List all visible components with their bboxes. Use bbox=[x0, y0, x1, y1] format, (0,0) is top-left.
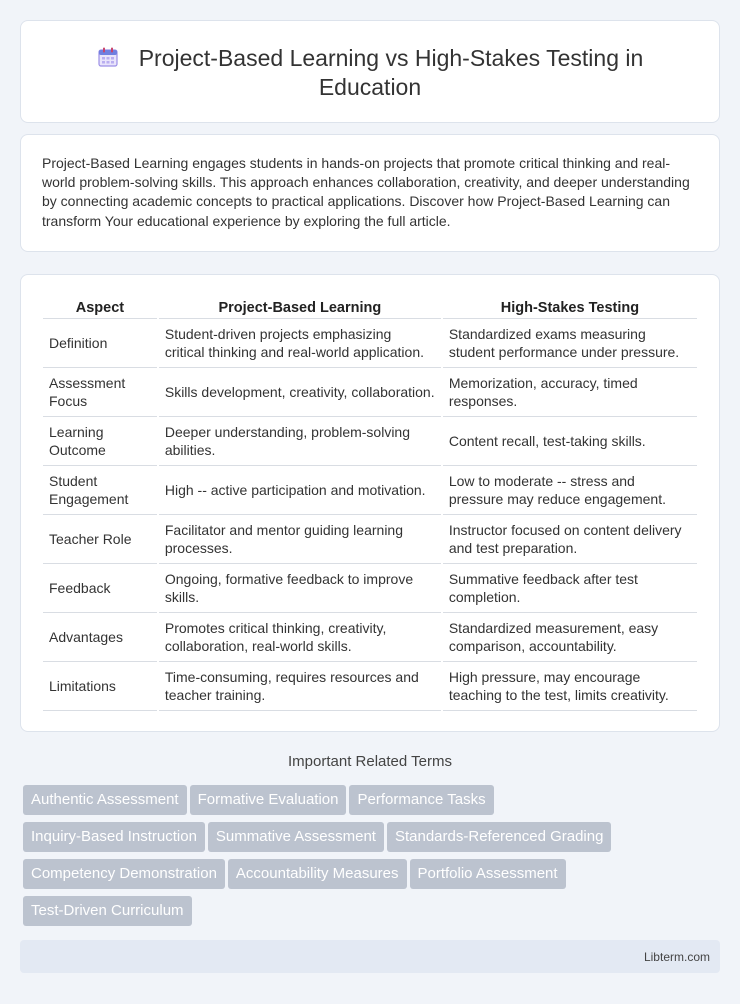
row-hst: Standardized measurement, easy comparison, accountability. bbox=[443, 613, 697, 662]
tag-performance-tasks[interactable]: Performance Tasks bbox=[349, 785, 493, 815]
row-aspect: Student Engagement bbox=[43, 466, 157, 515]
table-row bbox=[43, 319, 697, 368]
row-aspect: Assessment Focus bbox=[43, 368, 157, 417]
table-row bbox=[43, 515, 697, 564]
table-row bbox=[43, 564, 697, 613]
row-pbl: Student-driven projects emphasizing critical thinking and real-world application. bbox=[159, 319, 441, 368]
row-hst: Instructor focused on content delivery and test preparation. bbox=[443, 515, 697, 564]
row-hst: Content recall, test-taking skills. bbox=[443, 417, 697, 466]
header-high-stakes-testing: High-Stakes Testing bbox=[443, 295, 697, 319]
tag-accountability-measures[interactable]: Accountability Measures bbox=[228, 859, 407, 889]
tag-test-driven-curriculum[interactable]: Test-Driven Curriculum bbox=[23, 896, 192, 926]
tag-row bbox=[23, 822, 713, 859]
row-pbl: Deeper understanding, problem-solving abilities. bbox=[159, 417, 441, 466]
tag-standards-referenced-grading[interactable]: Standards-Referenced Grading bbox=[387, 822, 611, 852]
row-aspect: Advantages bbox=[43, 613, 157, 662]
footer bbox=[20, 940, 720, 973]
table-row bbox=[43, 417, 697, 466]
tag-row bbox=[23, 785, 713, 822]
row-hst: Standardized exams measuring student performance under pressure. bbox=[443, 319, 697, 368]
table-row bbox=[43, 466, 697, 515]
tag-summative-assessment[interactable]: Summative Assessment bbox=[208, 822, 384, 852]
comparison-table-card bbox=[20, 274, 720, 732]
tag-row bbox=[23, 859, 713, 896]
tag-inquiry-based-instruction[interactable]: Inquiry-Based Instruction bbox=[23, 822, 205, 852]
row-pbl: Skills development, creativity, collaboration. bbox=[159, 368, 441, 417]
row-pbl: Promotes critical thinking, creativity, collaboration, real-world skills. bbox=[159, 613, 441, 662]
header-aspect: Aspect bbox=[43, 295, 157, 319]
row-pbl: High -- active participation and motivation. bbox=[159, 466, 441, 515]
row-pbl: Facilitator and mentor guiding learning processes. bbox=[159, 515, 441, 564]
page-title bbox=[21, 44, 719, 102]
intro-card bbox=[20, 134, 720, 252]
row-aspect: Limitations bbox=[43, 662, 157, 711]
tag-authentic-assessment[interactable]: Authentic Assessment bbox=[23, 785, 187, 815]
tag-formative-evaluation[interactable]: Formative Evaluation bbox=[190, 785, 347, 815]
tag-row bbox=[23, 896, 713, 933]
row-aspect: Learning Outcome bbox=[43, 417, 157, 466]
row-aspect: Teacher Role bbox=[43, 515, 157, 564]
tag-competency-demonstration[interactable]: Competency Demonstration bbox=[23, 859, 225, 889]
table-row bbox=[43, 368, 697, 417]
table-row bbox=[43, 662, 697, 711]
title-card bbox=[20, 20, 720, 123]
row-hst: Summative feedback after test completion. bbox=[443, 564, 697, 613]
comparison-table bbox=[41, 295, 699, 711]
table-header-row bbox=[43, 295, 697, 319]
title-line-1: Project-Based Learning vs High-Stakes Testing in bbox=[138, 45, 644, 71]
related-terms bbox=[23, 785, 713, 933]
related-terms-title: Important Related Terms bbox=[288, 753, 452, 770]
title-line-2: Education bbox=[318, 74, 422, 100]
row-pbl: Ongoing, formative feedback to improve skills. bbox=[159, 564, 441, 613]
table-row bbox=[43, 613, 697, 662]
intro-text: Project-Based Learning engages students in hands-on projects that promote critical thinking and real-world problem-solving skills. This approach enhances collaboration, creativity, and deeper understanding by connecting academic concepts to practical applications. Discover how Project-Based Learning can transform Your educational experience by exploring the full article. bbox=[42, 155, 690, 229]
calendar-icon bbox=[97, 46, 119, 68]
row-pbl: Time-consuming, requires resources and teacher training. bbox=[159, 662, 441, 711]
tag-portfolio-assessment[interactable]: Portfolio Assessment bbox=[410, 859, 566, 889]
row-hst: Memorization, accuracy, timed responses. bbox=[443, 368, 697, 417]
footer-site-link[interactable]: Libterm.com bbox=[643, 950, 710, 964]
row-aspect: Definition bbox=[43, 319, 157, 368]
row-hst: Low to moderate -- stress and pressure may reduce engagement. bbox=[443, 466, 697, 515]
row-aspect: Feedback bbox=[43, 564, 157, 613]
header-project-based-learning: Project-Based Learning bbox=[159, 295, 441, 319]
row-hst: High pressure, may encourage teaching to the test, limits creativity. bbox=[443, 662, 697, 711]
